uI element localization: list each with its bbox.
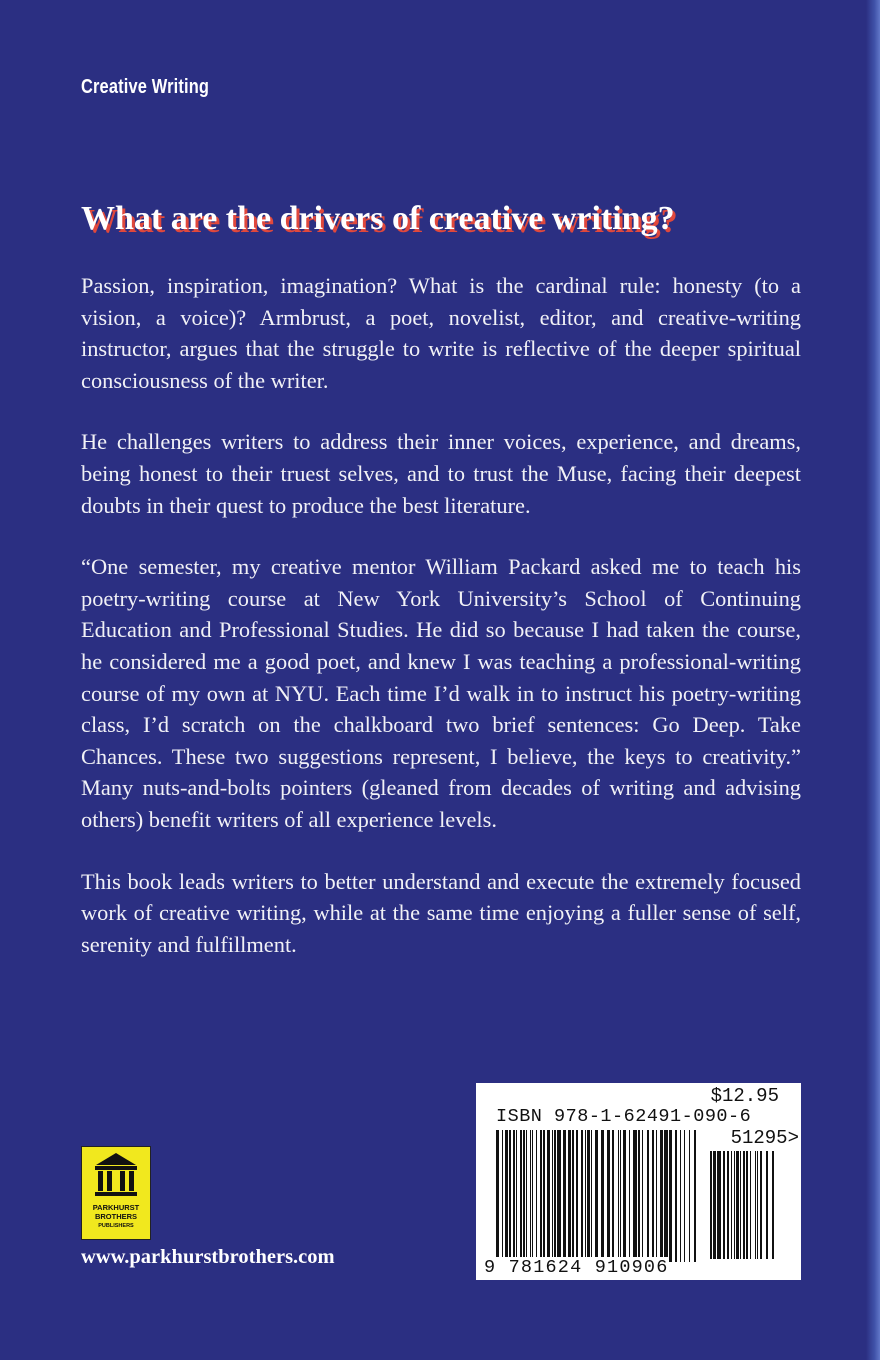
headline: What are the drivers of creative writing? [81, 200, 675, 237]
logo-line-1: PARKHURST [92, 1203, 140, 1212]
blurb [81, 270, 801, 990]
isbn-barcode [476, 1083, 801, 1280]
category-label: Creative Writing [81, 76, 210, 98]
spine-edge [866, 0, 880, 1360]
logo-line-3: PUBLISHERS [98, 1223, 134, 1229]
paragraph-4: This book leads writers to better understand and execute the extremely focused work of creative writing, while at the same time enjoying a fuller sense of self, serenity and fulfillment. [81, 868, 801, 957]
barcode-bars [496, 1130, 701, 1262]
building-icon [82, 1147, 150, 1203]
paragraph-1: Passion, inspiration, imagination? What is the cardinal rule: honesty (to a vision, a voice)? Armbrust, a poet, novelist, editor, and creative-writing instructor, argues that the struggle to write is reflective of the deeper spiritual consciousness of the writer. [81, 273, 801, 393]
paragraph-3: “One semester, my creative mentor William Packard asked me to teach his poetry-writing course at New York University’s School of Continuing Education and Professional Studies. He did so because I had taken the course, he considered me a good poet, and knew I was teaching a professional-writing course of my own at NYU. Each time I’d walk in to instruct his poetry-writing class, I’d scratch on the chalkboard two brief sentences: Go Deep. Take Chances. These two suggestions represent, I believe, the keys to creativity.” Many nuts-and-bolts pointers (gleaned from decades of writing and advising others) benefit writers of all experience levels. [81, 554, 801, 832]
publisher-website: www.parkhurstbrothers.com [81, 1246, 335, 1268]
isbn-number: ISBN 978-1-62491-090-6 [496, 1106, 752, 1127]
price-addon-code: 51295> [730, 1127, 799, 1149]
barcode-digits: 9 781624 910906 [484, 1257, 669, 1278]
logo-line-2: BROTHERS [94, 1212, 138, 1221]
price: $12.95 [710, 1085, 779, 1107]
addon-barcode-bars [710, 1151, 778, 1259]
paragraph-2: He challenges writers to address their inner voices, experience, and dreams, being honest to their truest selves, and to trust the Muse, facing their deepest doubts in their quest to produce the best literature. [81, 429, 801, 518]
publisher-logo [81, 1146, 151, 1240]
